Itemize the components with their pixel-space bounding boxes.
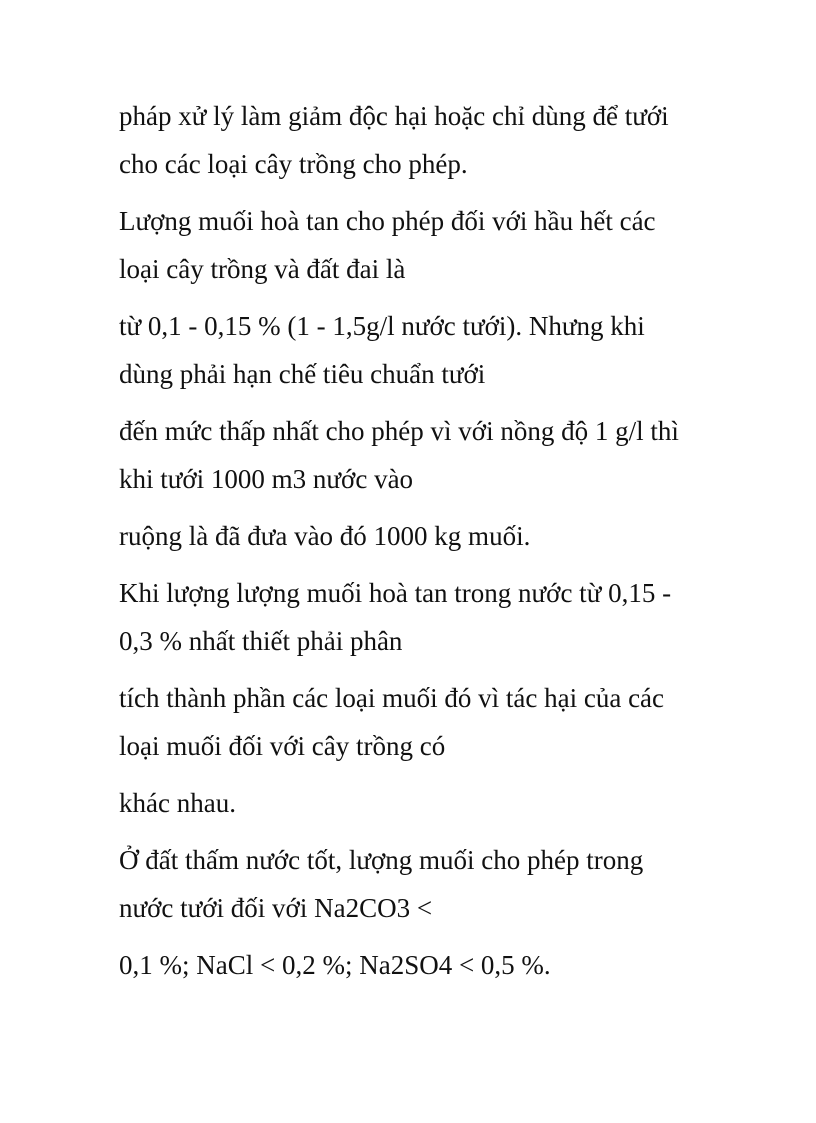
text-line: nước tưới đối với Na2CO3 <: [119, 893, 433, 923]
paragraph: [119, 836, 739, 932]
text-line: Lượng muối hoà tan cho phép đối với hầu hết các: [119, 206, 656, 236]
text-line: khi tưới 1000 m3 nước vào: [119, 464, 414, 494]
paragraph: [119, 779, 739, 827]
text-line: đến mức thấp nhất cho phép vì với nồng độ 1 g/l thì: [119, 416, 679, 446]
text-line: Ở đất thấm nước tốt, lượng muối cho phép trong: [119, 845, 644, 875]
text-line: khác nhau.: [119, 788, 236, 818]
text-line: ruộng là đã đưa vào đó 1000 kg muối.: [119, 521, 531, 551]
text-line: 0,3 % nhất thiết phải phân: [119, 626, 403, 656]
paragraph: [119, 302, 739, 398]
text-line: pháp xử lý làm giảm độc hại hoặc chỉ dùng để tưới: [119, 101, 669, 131]
paragraph: [119, 512, 739, 560]
text-line: loại muối đối với cây trồng có: [119, 731, 446, 761]
paragraph: [119, 674, 739, 770]
paragraph: [119, 941, 739, 989]
text-line: cho các loại cây trồng cho phép.: [119, 149, 468, 179]
paragraph: [119, 569, 739, 665]
paragraph: [119, 407, 739, 503]
text-line: Khi lượng lượng muối hoà tan trong nước từ 0,15 -: [119, 578, 672, 608]
document-body: [119, 92, 739, 998]
text-line: loại cây trồng và đất đai là: [119, 254, 406, 284]
text-line: 0,1 %; NaCl < 0,2 %; Na2SO4 < 0,5 %.: [119, 950, 551, 980]
paragraph: [119, 197, 739, 293]
paragraph: [119, 92, 739, 188]
text-line: tích thành phần các loại muối đó vì tác hại của các: [119, 683, 665, 713]
text-line: dùng phải hạn chế tiêu chuẩn tưới: [119, 359, 486, 389]
text-line: từ 0,1 - 0,15 % (1 - 1,5g/l nước tưới). Nhưng khi: [119, 311, 645, 341]
